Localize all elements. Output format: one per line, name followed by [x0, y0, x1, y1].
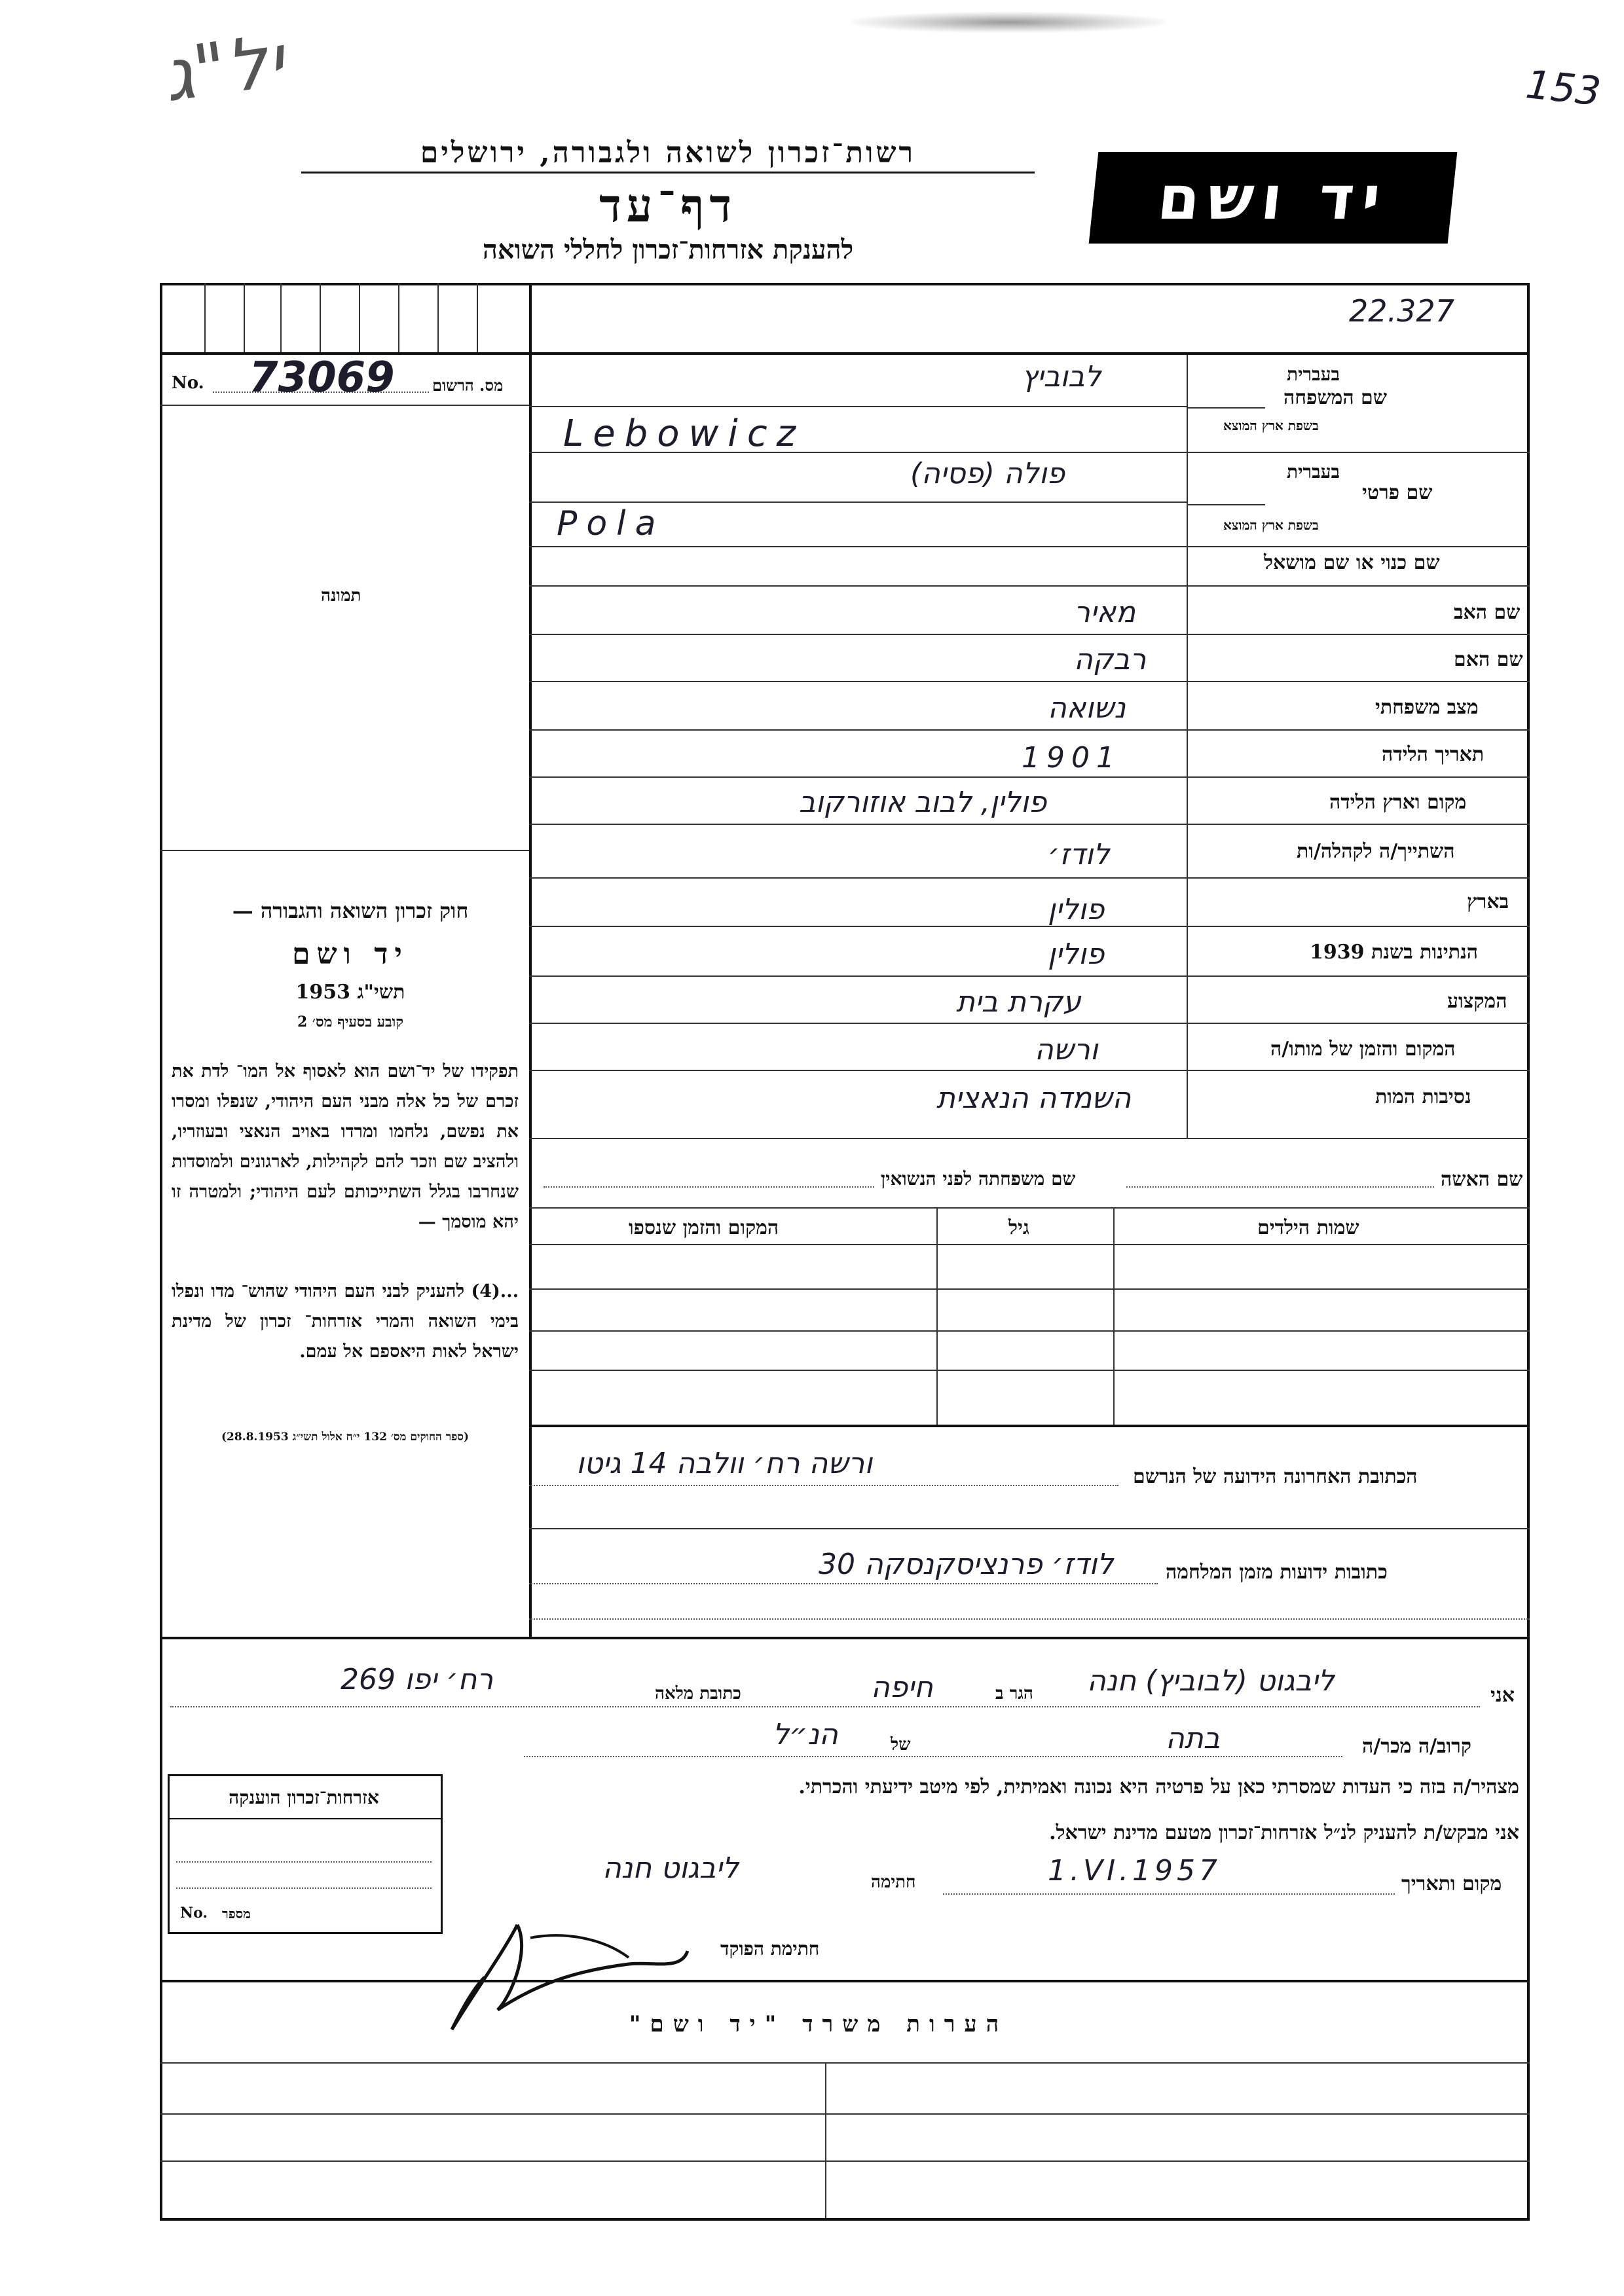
office-notes-rule — [160, 2062, 1530, 2064]
birth-date-label: תאריך הלידה — [1382, 743, 1485, 766]
cell-divider — [359, 283, 360, 354]
death-place-value[interactable]: ורשה — [1035, 1033, 1098, 1066]
place-date-value[interactable]: 1.VI.1957 — [1048, 1854, 1222, 1887]
mother-value[interactable]: רבקה — [1074, 643, 1147, 676]
row-rule — [529, 824, 1530, 825]
mother-label: שם האם — [1454, 648, 1523, 671]
row-rule — [529, 975, 1530, 977]
institution-name: רשות־זכרון לשואה ולגבורה, ירושלים — [420, 136, 916, 170]
label-column-divider — [1187, 354, 1188, 1138]
law-name: יד ושם — [292, 938, 409, 971]
profession-label: המקצוע — [1447, 990, 1507, 1013]
birth-place-label: מקום וארץ הלידה — [1329, 791, 1467, 814]
children-place-header: המקום והזמן שנספו — [629, 1216, 779, 1239]
office-notes-top-rule — [160, 1980, 1530, 1982]
death-circumstances-label: נסיבות המות — [1375, 1085, 1471, 1108]
law-clause-ref: קובע בסעיף מס׳ 2 — [297, 1013, 404, 1030]
declarant-dots — [170, 1706, 1480, 1707]
row-rule — [529, 406, 1187, 407]
award-box-dots — [176, 1887, 432, 1889]
declarant-resident-label: הגר ב — [995, 1684, 1033, 1704]
row-rule — [529, 1023, 1530, 1024]
row-rule — [529, 877, 1530, 879]
first-name-label: שם פרטי — [1362, 481, 1433, 504]
origin-language-label-1: בשפת ארץ המוצא — [1223, 418, 1319, 433]
father-label: שם האב — [1454, 601, 1521, 624]
father-value[interactable]: מאיר — [1074, 596, 1135, 629]
table-col-divider — [1113, 1207, 1115, 1425]
relative-dots — [524, 1756, 1342, 1757]
country-value[interactable]: פולין — [1048, 893, 1105, 926]
in-hebrew-label-1: בעברית — [1287, 363, 1340, 385]
registration-number[interactable]: 73069 — [249, 354, 395, 402]
full-address-label: כתובת מלאה — [655, 1684, 741, 1704]
row-rule — [529, 1528, 1530, 1529]
row-rule — [529, 681, 1530, 682]
wife-name-dots — [1126, 1186, 1434, 1188]
form-subtitle: להענקת אזרחות־זכרון לחללי השואה — [482, 234, 854, 265]
in-hebrew-label-2: בעברית — [1287, 461, 1340, 483]
row-rule — [529, 1070, 1530, 1071]
institution-underline — [301, 172, 1035, 173]
dotted-rule — [529, 1583, 1158, 1584]
reference-number: 22.327 — [1349, 293, 1454, 329]
community-label: השתייך/ה לקהלה/ות — [1297, 840, 1455, 863]
declarant-name[interactable]: ליבגוט (לבוביץ) חנה — [1087, 1664, 1335, 1698]
scan-smudge — [851, 12, 1166, 33]
birth-place-value[interactable]: פולין, לבוב אוזורקוב — [799, 786, 1047, 819]
wartime-address-value[interactable]: לודז׳ פרנציסקנסקה 30 — [819, 1548, 1114, 1581]
first-name-origin[interactable]: Pola — [557, 504, 665, 543]
cell-divider — [280, 283, 282, 354]
of-label: של — [891, 1735, 911, 1755]
maiden-name-dots — [544, 1186, 874, 1188]
logo-text: יד ושם — [1154, 162, 1392, 233]
left-column-divider — [529, 283, 532, 1637]
community-value[interactable]: לודז׳ — [1048, 838, 1110, 871]
cell-divider — [398, 283, 399, 354]
row-rule — [529, 452, 1530, 453]
country-label: בארץ — [1467, 890, 1509, 913]
maiden-name-label: שם משפחתה לפני הנשואין — [881, 1168, 1076, 1190]
declarant-city[interactable]: חיפה — [871, 1671, 933, 1704]
row-rule — [529, 546, 1530, 547]
death-circumstances-value[interactable]: השמדה הנאצית — [936, 1082, 1132, 1115]
relation-value[interactable]: בתה — [1166, 1722, 1221, 1755]
row-rule — [529, 501, 1187, 503]
row-rule — [529, 585, 1530, 587]
profession-value[interactable]: עקרת בית — [956, 985, 1081, 1019]
of-whom-value[interactable]: הנ״ל — [773, 1718, 838, 1751]
last-address-value[interactable]: ורשה רח׳ וולבה 14 גיטו — [576, 1447, 873, 1480]
office-notes-title: הערות משרד "יד ושם" — [629, 2011, 1008, 2037]
cell-divider — [320, 283, 321, 354]
award-box — [168, 1774, 443, 1934]
yad-vashem-logo — [1089, 152, 1458, 244]
family-name-label: שם המשפחה — [1283, 386, 1388, 409]
form-title: דף־עד — [599, 178, 737, 232]
award-box-rule — [170, 1818, 441, 1819]
table-row-rule — [529, 1288, 1530, 1290]
declarant-i-label: אני — [1490, 1684, 1515, 1707]
law-year: תשי"ג 1953 — [295, 981, 405, 1004]
citizenship-label: הנתינות בשנת 1939 — [1310, 941, 1479, 964]
award-box-title: אזרחות־זכרון הוענקה — [229, 1787, 379, 1808]
form-bottom-rule — [160, 2218, 1530, 2221]
registration-label: מס. הרשום — [432, 376, 504, 395]
relative-label: קרוב/ה מכר/ה — [1362, 1735, 1471, 1758]
photo-label: תמונה — [321, 586, 361, 606]
table-col-divider — [936, 1207, 938, 1425]
office-notes-divider — [825, 2062, 826, 2221]
request-text: אני מבקש/ת להעניק לנ״ל אזרחות־זכרון מטעם מדינת ישראל. — [1049, 1821, 1519, 1844]
place-date-dots — [943, 1893, 1395, 1895]
table-bottom-rule — [529, 1425, 1530, 1427]
table-header-rule — [529, 1244, 1530, 1245]
declarant-address[interactable]: רח׳ יפו 269 — [341, 1663, 494, 1696]
officer-signature-label: חתימת הפוקד — [720, 1938, 820, 1959]
award-box-number-label: מספר — [222, 1906, 251, 1922]
row-rule — [529, 729, 1530, 731]
law-source: (ספר החוקים מס׳ 132 י״ח אלול תשי״ג 28.8.1953) — [221, 1430, 470, 1444]
cell-divider — [204, 283, 206, 354]
law-text-2: ...(4) להעניק לבני העם היהודי שהוש־ מדו ונפלו בימי השואה והמרי אזרחות־ זכרון של מדינת ישראל לאות היאספם אל עמם. — [172, 1281, 519, 1362]
cell-divider — [477, 283, 478, 354]
award-box-dots — [176, 1861, 432, 1863]
office-notes-rule — [160, 2160, 1530, 2162]
row-rule — [529, 1138, 1530, 1139]
law-title: חוק זכרון השואה והגבורה — — [232, 898, 469, 923]
reg-rule — [160, 405, 529, 406]
nickname-label: שם כנוי או שם מושאל — [1264, 551, 1440, 574]
wife-name-label: שם האשה — [1441, 1168, 1523, 1191]
marital-status-value[interactable]: נשואה — [1048, 691, 1126, 725]
award-box-no-label: No. — [180, 1904, 208, 1922]
children-names-header: שמות הילדים — [1257, 1216, 1359, 1239]
page-number: 153 — [1523, 62, 1603, 115]
office-notes-rule — [160, 2113, 1530, 2115]
sub-rule — [1187, 407, 1265, 409]
law-text-1: תפקידו של יד־ושם הוא לאסוף אל המו־ לדת את זכרם של כל אלה מבני העם היהודי, שנפלו ומסרו את נפשם, נלחמו ומרדו באויב הנאצי ובעוזריו, ולהציב שם וזכר להם לקהילות, לארגונים ולמוסדות שנחרבו בגלל השתייכותם לעם היהודי; ולמטרה זו יהא מוסמך — — [172, 1061, 519, 1232]
children-age-header: גיל — [1008, 1216, 1029, 1239]
row-rule — [529, 1207, 1530, 1209]
section-rule — [160, 1637, 1530, 1639]
registration-no-label: No. — [172, 373, 204, 393]
cell-divider — [244, 283, 245, 354]
marital-status-label: מצב משפחתי — [1375, 696, 1479, 719]
row-rule — [529, 776, 1530, 778]
photo-bottom-rule — [160, 850, 529, 851]
first-name-hebrew[interactable]: פולה (פסיה) — [910, 457, 1065, 490]
row-rule — [529, 634, 1530, 635]
table-row-rule — [529, 1370, 1530, 1371]
top-left-scribble: יל"ג — [158, 18, 289, 118]
signature-label: חתימה — [871, 1872, 916, 1892]
declaration-text: מצהיר/ה בזה כי העדות שמסרתי כאן על פרטיה היא נכונה ואמיתית, לפי מיטב ידיעתי והכרתי. — [798, 1776, 1519, 1798]
birth-date-value[interactable]: 1901 — [1022, 741, 1121, 774]
place-date-label: מקום ותאריך — [1401, 1872, 1502, 1895]
table-row-rule — [529, 1330, 1530, 1332]
family-name-origin[interactable]: Lebowicz — [563, 412, 805, 455]
declarant-signature[interactable]: ליבגוט חנה — [602, 1851, 739, 1885]
last-address-label: הכתובת האחרונה הידועה של הנרשם — [1133, 1465, 1418, 1488]
wartime-address-label: כתובות ידועות מזמן המלחמה — [1166, 1561, 1388, 1584]
death-place-label: המקום והזמן של מותו/ה — [1270, 1038, 1456, 1061]
origin-language-label-2: בשפת ארץ המוצא — [1223, 517, 1319, 533]
sub-rule — [1187, 504, 1265, 505]
cell-divider — [437, 283, 439, 354]
family-name-hebrew[interactable]: לבוביץ — [1022, 360, 1101, 393]
dotted-rule — [529, 1618, 1530, 1620]
row-rule — [529, 926, 1530, 927]
dotted-rule — [529, 1485, 1118, 1486]
citizenship-value[interactable]: פולין — [1048, 938, 1105, 971]
